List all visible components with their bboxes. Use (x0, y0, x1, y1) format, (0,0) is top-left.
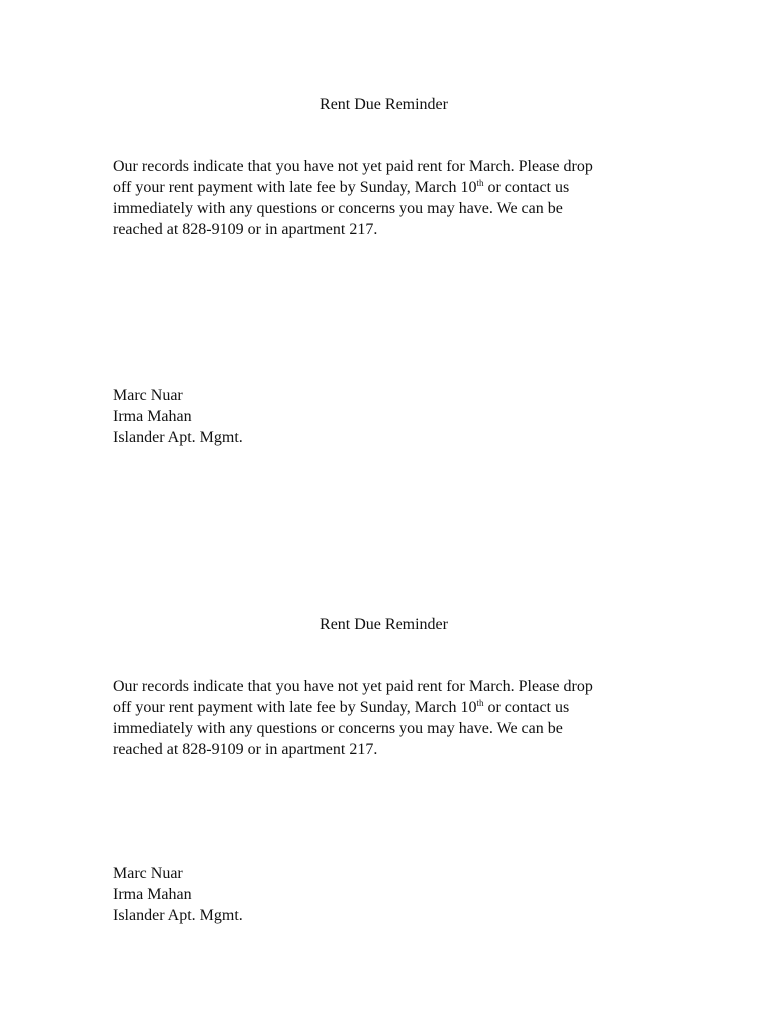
body-line: reached at 828-9109 or in apartment 217. (113, 741, 378, 758)
signature-name: Irma Mahan (113, 408, 192, 425)
signature-org: Islander Apt. Mgmt. (113, 907, 243, 924)
reminder-notice-bottom (113, 614, 658, 926)
body-line (113, 697, 658, 718)
signature-org: Islander Apt. Mgmt. (113, 429, 243, 446)
body-text: off your rent payment with late fee by Sunday, March 10 (113, 699, 477, 716)
body-line: Our records indicate that you have not yet paid rent for March. Please drop (113, 158, 593, 175)
notice-title: Rent Due Reminder (320, 616, 448, 633)
notice-body (113, 135, 658, 240)
notice-title: Rent Due Reminder (320, 96, 448, 113)
ordinal-suffix: th (476, 698, 484, 708)
body-text: off your rent payment with late fee by Sunday, March 10 (113, 179, 477, 196)
body-line (113, 177, 658, 198)
body-line: immediately with any questions or concerns you may have. We can be (113, 720, 563, 737)
signature-block (113, 385, 658, 448)
signature-name: Marc Nuar (113, 387, 183, 404)
ordinal-suffix: th (476, 178, 484, 188)
body-line: immediately with any questions or concerns you may have. We can be (113, 200, 563, 217)
body-text: or contact us (483, 179, 570, 196)
signature-name: Marc Nuar (113, 865, 183, 882)
notice-body (113, 655, 658, 760)
signature-name: Irma Mahan (113, 886, 192, 903)
body-text: or contact us (483, 699, 570, 716)
body-line: reached at 828-9109 or in apartment 217. (113, 221, 378, 238)
body-line: Our records indicate that you have not yet paid rent for March. Please drop (113, 678, 593, 695)
signature-block (113, 863, 658, 926)
reminder-notice-top (113, 94, 658, 448)
